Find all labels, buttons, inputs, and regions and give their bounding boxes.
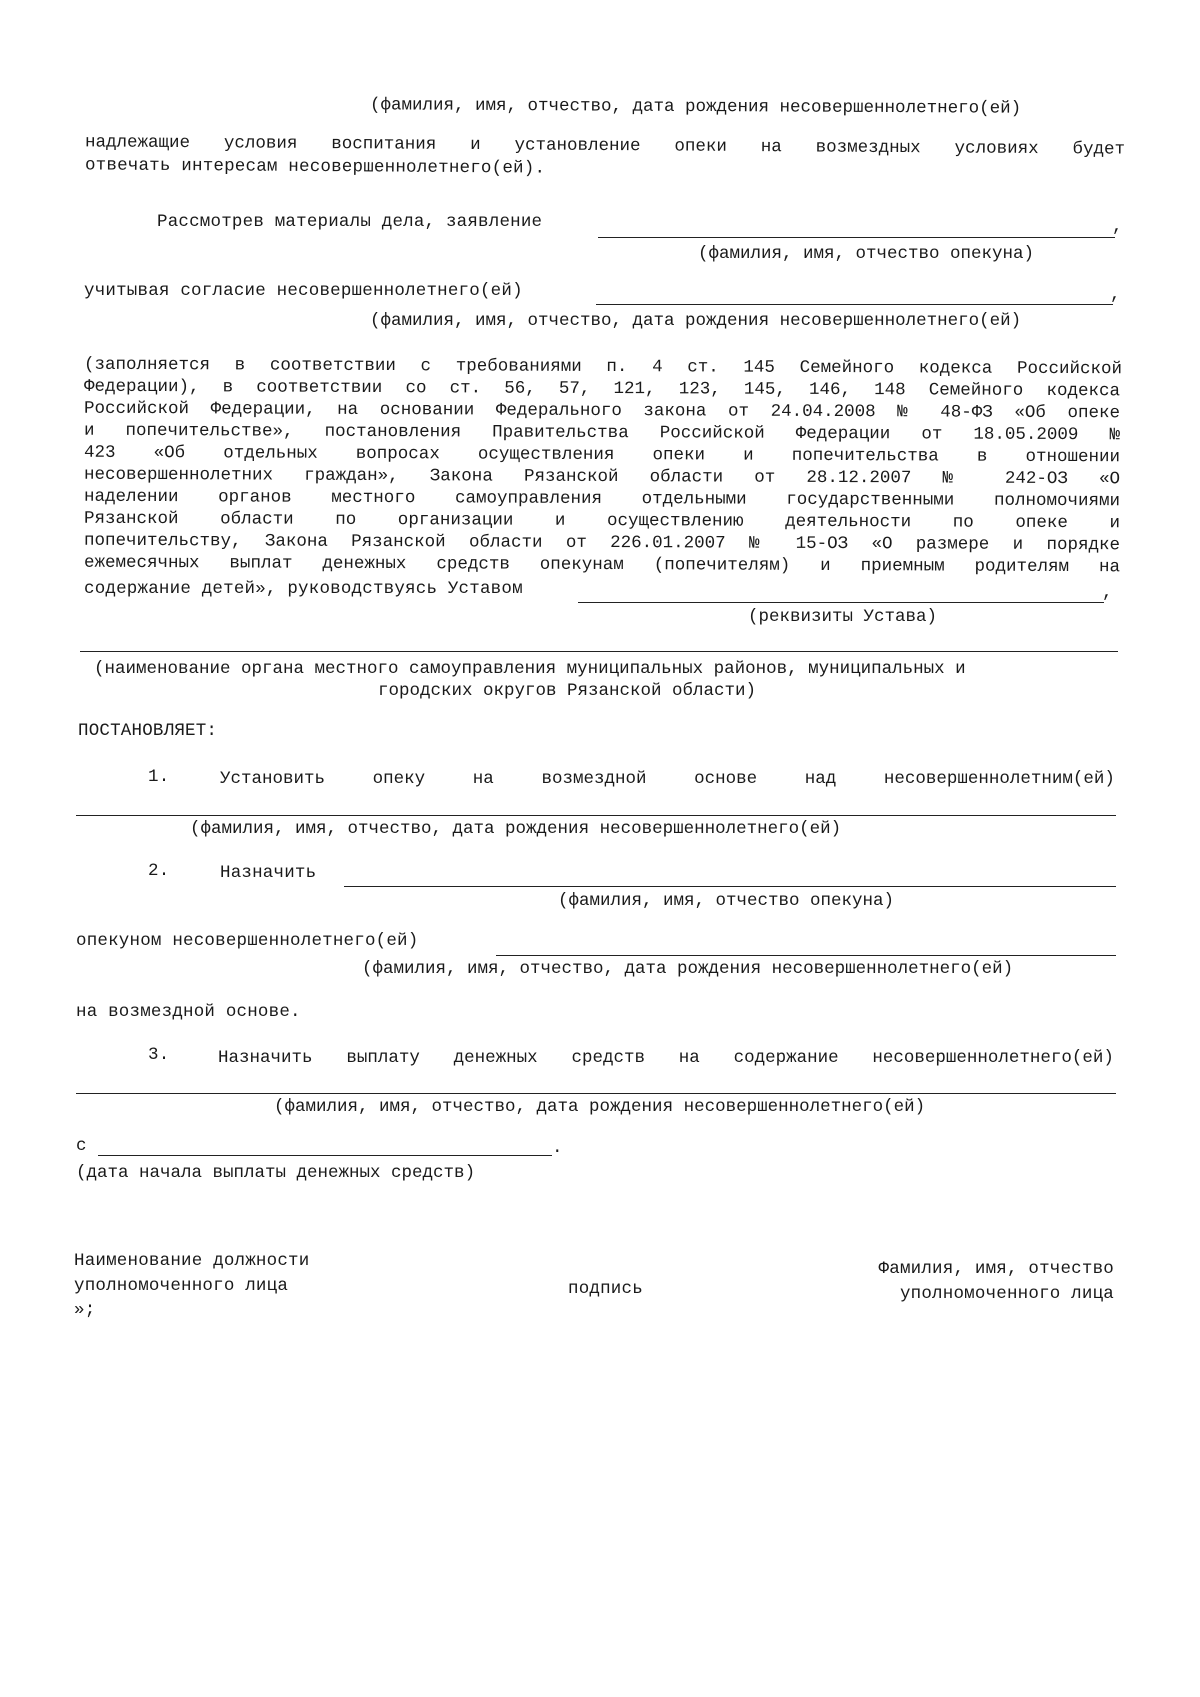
considering-label: Рассмотрев материалы дела, заявление [157,212,543,232]
item3-text [218,1047,1114,1069]
charter-details-blank-line[interactable] [578,602,1104,603]
item3-word: выплату [346,1048,420,1068]
legal-last-comma: , [1102,583,1113,603]
item1-text [220,768,1115,790]
closing-quote: »; [74,1300,96,1320]
legal-line: Рязанской области по организации и осуществлению деятельности по опеке и [83,508,1121,534]
item2-guardian-hint: (фамилия, имя, отчество опекуна) [558,891,895,911]
legal-line: (заполняется в соответствии с требованиями п. 4 ст. 145 Семейного кодекса Российской [83,354,1123,380]
official-name-line-2: уполномоченного лица [899,1284,1114,1304]
consent-comma: , [1110,285,1121,305]
official-name-line-1: Фамилия, имя, отчество [878,1259,1114,1279]
authority-name-blank-line[interactable] [80,651,1118,652]
authority-hint-line-1: (наименование органа местного самоуправления муниципальных районов, муниципальных и [94,659,966,679]
legal-last-label: содержание детей», руководствуясь Уставом [84,579,523,599]
item1-number: 1. [148,767,170,787]
item2-minor-hint: (фамилия, имя, отчество, дата рождения несовершеннолетнего(ей) [362,959,1014,979]
item2-guardian-blank-line[interactable] [344,886,1116,887]
item3-word: на [678,1048,700,1068]
intro-line-1: надлежащие условия воспитания и установление опеки на возмездных условиях будет [84,132,1126,160]
guardian-name-hint: (фамилия, имя, отчество опекуна) [698,244,1035,264]
official-position-line-2: уполномоченного лица [74,1276,289,1296]
consent-label: учитывая согласие несовершеннолетнего(ей) [84,281,523,301]
item1-minor-hint: (фамилия, имя, отчество, дата рождения несовершеннолетнего(ей) [190,819,842,839]
considering-comma: , [1112,217,1123,237]
item3-word: денежных [453,1048,538,1068]
item3-word: Назначить [218,1048,313,1068]
item1-word: на [472,769,494,789]
charter-details-hint: (реквизиты Устава) [748,607,938,627]
item2-label: Назначить [220,863,317,883]
item1-word: несовершеннолетним(ей) [883,769,1115,789]
legal-line: 423 «Об отдельных вопросах осуществления опеки и попечительства в отношении [83,442,1121,468]
item2-basis: на возмездной основе. [76,1002,301,1022]
decree-heading: ПОСТАНОВЛЯЕТ: [78,721,218,741]
item1-word: возмездной [541,769,647,789]
applicant-blank-line[interactable] [598,237,1115,238]
legal-line: наделении органов местного самоуправления отдельными государственными полномочиями [83,486,1121,512]
legal-line: Федерации), в соответствии со ст. 56, 57, 121, 123, 145, 146, 148 Семейного кодекса [83,376,1121,402]
item1-word: основе [694,769,758,789]
item3-start-date-blank-line[interactable] [98,1155,552,1156]
legal-line: ежемесячных выплат денежных средств опекунам (попечителям) и приемным родителям на [83,552,1121,578]
item1-word: Установить [220,769,326,789]
minor-consent-blank-line[interactable] [596,304,1113,305]
item3-minor-blank-line[interactable] [76,1093,1116,1094]
authority-hint-line-2: городских округов Рязанской области) [378,681,757,701]
official-position-line-1: Наименование должности [74,1251,310,1271]
item1-minor-blank-line[interactable] [76,815,1116,816]
item3-date-hint: (дата начала выплаты денежных средств) [76,1163,476,1183]
item3-period: . [552,1138,563,1158]
legal-line: несовершеннолетних граждан», Закона Рязанской области от 28.12.2007 № 242-ОЗ «О [83,464,1121,490]
legal-line: Российской Федерации, на основании Федерального закона от 24.04.2008 № 48-ФЗ «Об опеке [83,398,1121,424]
legal-line: попечительству, Закона Рязанской области от 226.01.2007 № 15-ОЗ «О размере и порядке [83,530,1121,556]
item3-word: содержание [733,1048,839,1068]
item3-word: несовершеннолетнего(ей) [872,1048,1114,1068]
intro-line-2: отвечать интересам несовершеннолетнего(ей). [84,155,546,179]
legal-line: и попечительстве», постановления Правительства Российской Федерации от 18.05.2009 № [83,420,1121,446]
minor-consent-hint: (фамилия, имя, отчество, дата рождения несовершеннолетнего(ей) [370,311,1022,331]
item3-word: средств [571,1048,645,1068]
item2-guardian-label: опекуном несовершеннолетнего(ей) [76,931,419,951]
item3-number: 3. [148,1045,170,1065]
item3-minor-hint: (фамилия, имя, отчество, дата рождения несовершеннолетнего(ей) [274,1097,926,1117]
item1-word: опеку [372,769,426,789]
signature-label: подпись [568,1279,643,1299]
item3-from-label: с [76,1136,87,1156]
header-hint: (фамилия, имя, отчество, дата рождения несовершеннолетнего(ей) [369,95,1022,119]
item2-number: 2. [148,861,170,881]
item2-minor-blank-line[interactable] [496,955,1116,956]
item1-word: над [804,769,837,789]
